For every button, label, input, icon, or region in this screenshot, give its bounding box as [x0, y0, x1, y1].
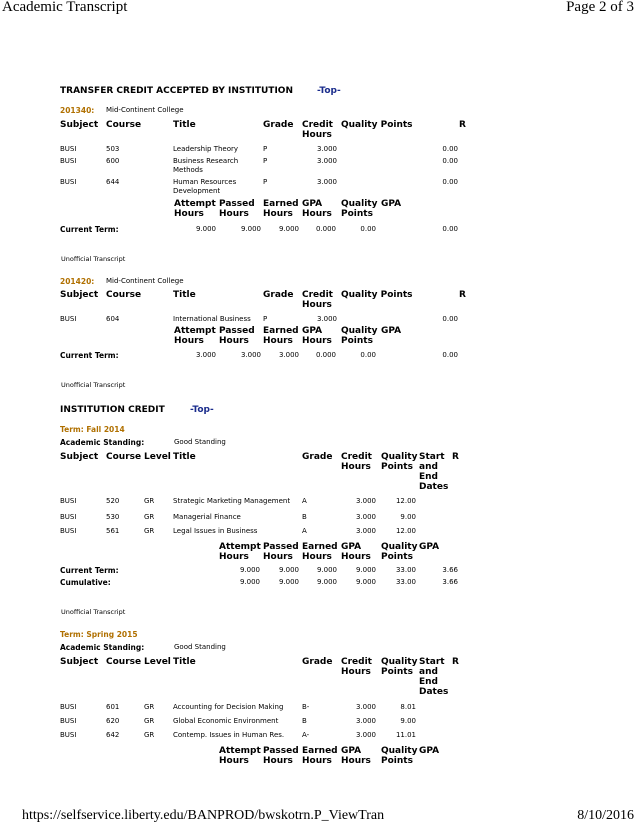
- institution-section-heading: INSTITUTION CREDIT: [60, 405, 165, 415]
- cell-subject: BUSI: [60, 717, 77, 725]
- cell-level: GR: [144, 731, 155, 739]
- current-term-label: Current Term:: [60, 351, 119, 360]
- gpa: 0.00: [442, 225, 458, 233]
- attempt-hours: 9.000: [239, 566, 260, 574]
- cell-title: International Business: [173, 315, 251, 323]
- institution-top-link[interactable]: -Top-: [190, 405, 214, 415]
- gpa-hours: 9.000: [355, 578, 376, 586]
- col-course: Course: [106, 657, 142, 667]
- col-r: R: [452, 452, 459, 462]
- transfer-top-link[interactable]: -Top-: [317, 86, 341, 96]
- cell-credit: 3.000: [355, 703, 376, 711]
- sum-col-passed: Passed Hours: [219, 199, 255, 219]
- cell-title: Contemp. Issues in Human Res.: [173, 731, 285, 739]
- passed-hours: 9.000: [278, 578, 299, 586]
- cell-quality-points: 12.00: [395, 497, 416, 505]
- col-quality-points: Quality Points: [381, 452, 418, 472]
- academic-standing-label: Academic Standing:: [60, 438, 145, 447]
- col-start-end-dates: Start and End Dates: [419, 657, 449, 697]
- sum-col-passed: Passed Hours: [219, 326, 255, 346]
- cell-subject: BUSI: [60, 527, 77, 535]
- sum-col-earned: Earned Hours: [263, 326, 299, 346]
- cell-subject: BUSI: [60, 513, 77, 521]
- passed-hours: 3.000: [240, 351, 261, 359]
- current-term-label: Current Term:: [60, 566, 119, 575]
- earned-hours: 3.000: [278, 351, 299, 359]
- gpa: 0.00: [442, 351, 458, 359]
- col-start-end-dates: Start and End Dates: [419, 452, 449, 492]
- cell-title: Strategic Marketing Management: [173, 497, 291, 505]
- col-title: Title: [173, 120, 196, 130]
- transfer-section-heading: TRANSFER CREDIT ACCEPTED BY INSTITUTION: [60, 86, 293, 96]
- sum-col-quality-points: Quality Points: [341, 199, 378, 219]
- cell-course: 601: [106, 703, 120, 711]
- sum-col-attempt: Attempt Hours: [219, 542, 261, 562]
- gpa-hours: 0.000: [315, 351, 336, 359]
- sum-col-gpa: GPA: [419, 542, 440, 552]
- academic-standing-label: Academic Standing:: [60, 643, 145, 652]
- sum-col-passed: Passed Hours: [263, 542, 299, 562]
- cell-credit: 3.000: [355, 731, 376, 739]
- col-credit-hours: Credit Hours: [302, 120, 333, 140]
- cell-credit: 3.000: [316, 178, 337, 186]
- cell-credit: 3.000: [316, 145, 337, 153]
- col-subject: Subject: [60, 657, 99, 667]
- sum-col-gpa: GPA: [381, 326, 402, 336]
- cell-course: 604: [106, 315, 120, 323]
- cell-grade: P: [263, 157, 268, 165]
- cell-credit: 3.000: [355, 497, 376, 505]
- sum-col-passed: Passed Hours: [263, 746, 299, 766]
- cell-grade: B: [302, 513, 307, 521]
- sum-col-earned: Earned Hours: [302, 542, 338, 562]
- cell-quality-points: 0.00: [442, 315, 458, 323]
- earned-hours: 9.000: [278, 225, 299, 233]
- unofficial-note: Unofficial Transcript: [61, 381, 126, 389]
- cell-credit: 3.000: [316, 157, 337, 165]
- cell-quality-points: 9.00: [400, 513, 416, 521]
- col-credit-hours: Credit Hours: [341, 452, 372, 472]
- col-course: Course: [106, 452, 142, 462]
- unofficial-note: Unofficial Transcript: [61, 255, 126, 263]
- cell-title: Business Research Methods: [173, 157, 239, 174]
- cell-credit: 3.000: [355, 513, 376, 521]
- col-course: Course: [106, 120, 142, 130]
- col-grade: Grade: [263, 290, 294, 300]
- page-number: Page 2 of 3: [566, 0, 634, 15]
- cell-subject: BUSI: [60, 145, 77, 153]
- current-term-label: Current Term:: [60, 225, 119, 234]
- cell-credit: 3.000: [355, 527, 376, 535]
- cell-grade: P: [263, 178, 268, 186]
- attempt-hours: 3.000: [195, 351, 216, 359]
- sum-col-attempt: Attempt Hours: [174, 326, 216, 346]
- cell-quality-points: 11.01: [395, 731, 416, 739]
- col-subject: Subject: [60, 290, 99, 300]
- cell-grade: A: [302, 497, 307, 505]
- cell-subject: BUSI: [60, 731, 77, 739]
- sum-col-quality-points: Quality Points: [381, 746, 418, 766]
- col-credit-hours: Credit Hours: [302, 290, 333, 310]
- cell-quality-points: 9.00: [400, 717, 416, 725]
- cell-grade: B-: [302, 703, 310, 711]
- cell-subject: BUSI: [60, 157, 77, 165]
- sum-col-earned: Earned Hours: [302, 746, 338, 766]
- col-grade: Grade: [302, 452, 333, 462]
- cell-title: Legal Issues in Business: [173, 527, 258, 535]
- quality-points: 33.00: [395, 578, 416, 586]
- attempt-hours: 9.000: [195, 225, 216, 233]
- attempt-hours: 9.000: [239, 578, 260, 586]
- footer-date: 8/10/2016: [577, 808, 634, 823]
- col-credit-hours: Credit Hours: [341, 657, 372, 677]
- earned-hours: 9.000: [316, 566, 337, 574]
- page-header-title: Academic Transcript: [2, 0, 128, 15]
- quality-points: 0.00: [360, 351, 376, 359]
- cell-title: Human Resources Development: [173, 178, 237, 195]
- cell-subject: BUSI: [60, 497, 77, 505]
- academic-standing-value: Good Standing: [174, 438, 226, 446]
- cell-grade: P: [263, 145, 268, 153]
- cell-level: GR: [144, 497, 155, 505]
- term-name: Term: Spring 2015: [60, 630, 138, 639]
- sum-col-quality-points: Quality Points: [341, 326, 378, 346]
- cell-course: 520: [106, 497, 120, 505]
- quality-points: 0.00: [360, 225, 376, 233]
- col-subject: Subject: [60, 452, 99, 462]
- sum-col-gpa-hours: GPA Hours: [302, 199, 332, 219]
- cell-level: GR: [144, 527, 155, 535]
- col-title: Title: [173, 657, 196, 667]
- cell-grade: P: [263, 315, 268, 323]
- cell-course: 644: [106, 178, 120, 186]
- cell-quality-points: 0.00: [442, 157, 458, 165]
- cell-level: GR: [144, 703, 155, 711]
- sum-col-quality-points: Quality Points: [381, 542, 418, 562]
- col-subject: Subject: [60, 120, 99, 130]
- col-level: Level: [144, 657, 171, 667]
- col-title: Title: [173, 290, 196, 300]
- col-quality-points: Quality Points: [381, 657, 418, 677]
- cell-grade: A: [302, 527, 307, 535]
- footer-url: https://selfservice.liberty.edu/BANPROD/bwskotrn.P_ViewTran: [22, 808, 385, 823]
- col-course: Course: [106, 290, 142, 300]
- passed-hours: 9.000: [240, 225, 261, 233]
- col-title: Title: [173, 452, 196, 462]
- col-quality-points: Quality Points: [341, 290, 413, 300]
- cell-grade: A-: [302, 731, 310, 739]
- term-name: Term: Fall 2014: [60, 425, 125, 434]
- academic-standing-value: Good Standing: [174, 643, 226, 651]
- cell-course: 530: [106, 513, 120, 521]
- term-code: 201420:: [60, 277, 95, 286]
- sum-col-gpa-hours: GPA Hours: [341, 542, 371, 562]
- cell-title: Global Economic Environment: [173, 717, 279, 725]
- sum-col-attempt: Attempt Hours: [174, 199, 216, 219]
- cell-subject: BUSI: [60, 178, 77, 186]
- cell-course: 600: [106, 157, 120, 165]
- unofficial-note: Unofficial Transcript: [61, 608, 126, 616]
- cell-course: 620: [106, 717, 120, 725]
- cell-title: Managerial Finance: [173, 513, 241, 521]
- cell-course: 561: [106, 527, 120, 535]
- cell-title: Leadership Theory: [173, 145, 239, 153]
- cell-level: GR: [144, 717, 155, 725]
- sum-col-gpa: GPA: [419, 746, 440, 756]
- gpa-hours: 0.000: [315, 225, 336, 233]
- sum-col-earned: Earned Hours: [263, 199, 299, 219]
- term-code: 201340:: [60, 106, 95, 115]
- cell-subject: BUSI: [60, 703, 77, 711]
- cell-quality-points: 8.01: [400, 703, 416, 711]
- term-school: Mid-Continent College: [106, 277, 184, 285]
- cell-course: 503: [106, 145, 120, 153]
- sum-col-gpa: GPA: [381, 199, 402, 209]
- gpa-hours: 9.000: [355, 566, 376, 574]
- cell-credit: 3.000: [316, 315, 337, 323]
- cell-grade: B: [302, 717, 307, 725]
- cell-quality-points: 0.00: [442, 178, 458, 186]
- cell-quality-points: 12.00: [395, 527, 416, 535]
- cell-title: Accounting for Decision Making: [173, 703, 284, 711]
- quality-points: 33.00: [395, 566, 416, 574]
- sum-col-gpa-hours: GPA Hours: [341, 746, 371, 766]
- cumulative-label: Cumulative:: [60, 578, 111, 587]
- cell-course: 642: [106, 731, 120, 739]
- col-level: Level: [144, 452, 171, 462]
- sum-col-gpa-hours: GPA Hours: [302, 326, 332, 346]
- term-school: Mid-Continent College: [106, 106, 184, 114]
- gpa: 3.66: [442, 566, 458, 574]
- earned-hours: 9.000: [316, 578, 337, 586]
- cell-credit: 3.000: [355, 717, 376, 725]
- col-r: R: [452, 657, 459, 667]
- gpa: 3.66: [442, 578, 458, 586]
- col-grade: Grade: [263, 120, 294, 130]
- col-r: R: [459, 120, 466, 130]
- cell-quality-points: 0.00: [442, 145, 458, 153]
- cell-subject: BUSI: [60, 315, 77, 323]
- sum-col-attempt: Attempt Hours: [219, 746, 261, 766]
- passed-hours: 9.000: [278, 566, 299, 574]
- col-quality-points: Quality Points: [341, 120, 413, 130]
- col-r: R: [459, 290, 466, 300]
- cell-level: GR: [144, 513, 155, 521]
- col-grade: Grade: [302, 657, 333, 667]
